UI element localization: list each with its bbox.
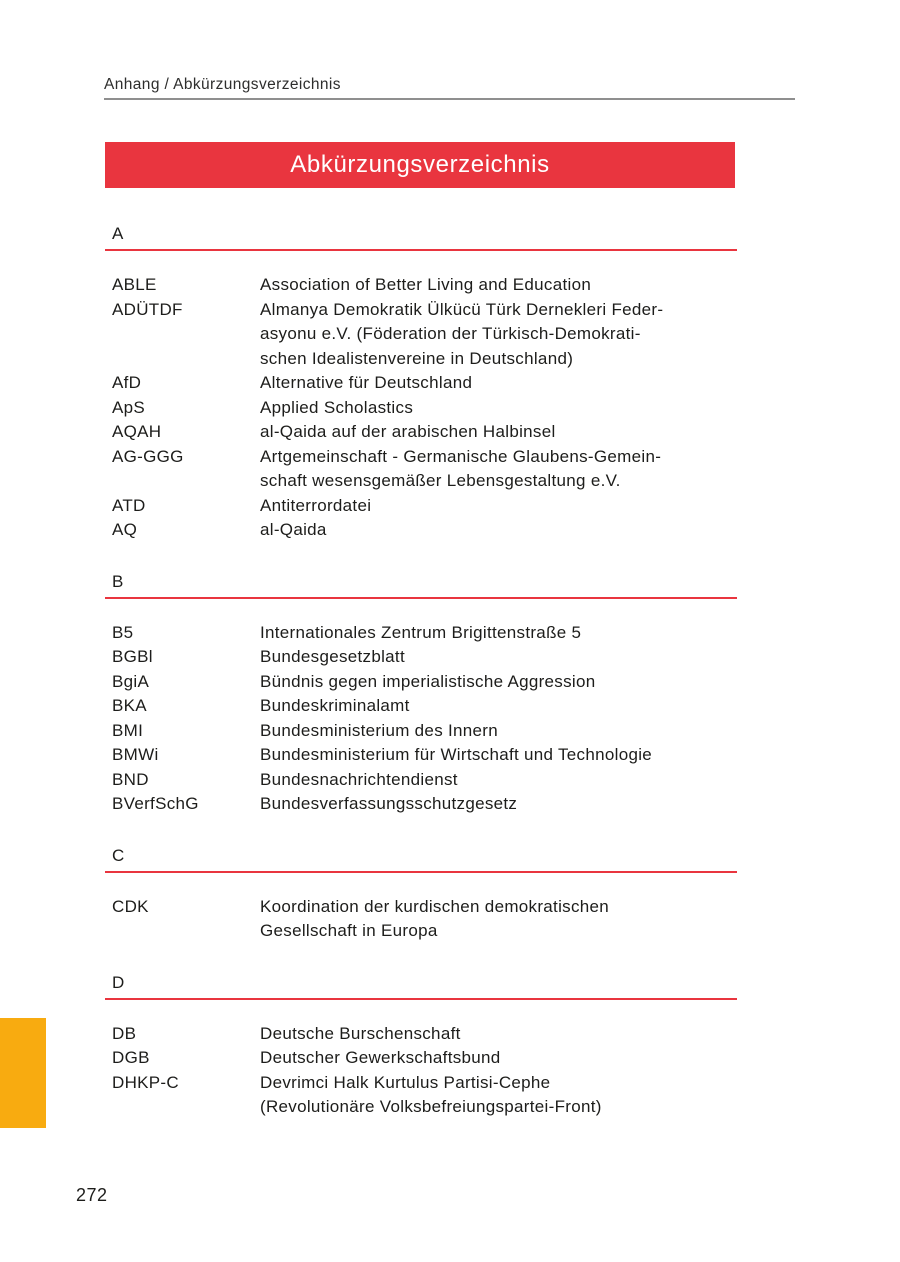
letter-section	[105, 222, 737, 543]
section-rule	[105, 871, 737, 873]
abbreviation: ABLE	[112, 275, 157, 294]
definition-line: Applied Scholastics	[260, 397, 414, 417]
abbreviation-row	[105, 743, 737, 768]
definition	[260, 743, 737, 768]
abbreviation: BMWi	[112, 745, 159, 764]
abbreviation: BGBl	[112, 647, 153, 666]
definition	[260, 298, 737, 372]
abbreviation-row	[105, 792, 737, 817]
definition	[260, 621, 737, 646]
abbreviation: BKA	[112, 696, 147, 715]
abbreviation-row	[105, 895, 737, 944]
definition-line: Devrimci Halk Kurtulus Partisi-Cephe	[260, 1072, 551, 1092]
abbreviation-row	[105, 298, 737, 372]
definition	[260, 371, 737, 396]
title-banner	[105, 142, 735, 188]
abbreviation-list	[105, 222, 737, 1147]
abbreviation-row	[105, 768, 737, 793]
abbreviation-row	[105, 694, 737, 719]
definition-line: schaft wesensgemäßer Lebensgestaltung e.V.	[260, 471, 621, 490]
definition-line: al-Qaida auf der arabischen Halbinsel	[260, 422, 556, 441]
abbreviation: AQAH	[112, 422, 162, 441]
definition-line: Bundesverfassungsschutzgesetz	[260, 794, 518, 813]
section-letter: C	[112, 845, 125, 865]
definition-line: Bundesministerium für Wirtschaft und Technologie	[260, 745, 653, 764]
abbreviation: ApS	[112, 397, 146, 417]
abbreviation: BMI	[112, 720, 144, 740]
abbreviation: ATD	[112, 495, 146, 515]
abbreviation-row	[105, 518, 737, 543]
definition	[260, 445, 737, 494]
abbreviation-row	[105, 645, 737, 670]
section-letter: A	[112, 224, 124, 243]
letter-section	[105, 844, 737, 944]
section-letter: B	[112, 571, 124, 591]
definition-line: Deutsche Burschenschaft	[260, 1023, 461, 1043]
abbreviation-row	[105, 396, 737, 421]
definition-line: Association of Better Living and Education	[260, 275, 592, 294]
definition	[260, 396, 737, 421]
definition-line: al-Qaida	[260, 520, 327, 539]
definition	[260, 420, 737, 445]
section-rule	[105, 998, 737, 1000]
abbreviation-row	[105, 494, 737, 519]
definition-line: Gesellschaft in Europa	[260, 921, 438, 940]
abbreviation: BND	[112, 769, 149, 789]
definition	[260, 670, 737, 695]
definition-line: Almanya Demokratik Ülkücü Türk Dernekleri Feder-	[260, 299, 664, 319]
section-rule	[105, 597, 737, 599]
definition	[260, 494, 737, 519]
abbreviation: B5	[112, 622, 134, 642]
header-rule	[104, 98, 795, 100]
definition	[260, 1046, 737, 1071]
definition	[260, 645, 737, 670]
definition-line: Bundesnachrichtendienst	[260, 769, 458, 789]
definition-line: (Revolutionäre Volksbefreiungspartei-Front)	[260, 1097, 602, 1116]
page-number: 272	[76, 1185, 108, 1205]
abbreviation-row	[105, 1071, 737, 1120]
abbreviation-row	[105, 1046, 737, 1071]
definition-line: Alternative für Deutschland	[260, 373, 473, 392]
abbreviation: CDK	[112, 896, 149, 916]
definition-line: Antiterrordatei	[260, 495, 372, 515]
definition-line: Bundesministerium des Innern	[260, 720, 499, 740]
definition-line: Deutscher Gewerkschaftsbund	[260, 1048, 501, 1067]
page-edge-tab	[0, 1018, 46, 1128]
section-letter: D	[112, 972, 125, 992]
abbreviation-row	[105, 371, 737, 396]
definition	[260, 1071, 737, 1120]
abbreviation: AQ	[112, 520, 138, 539]
definition-line: schen Idealistenvereine in Deutschland)	[260, 348, 574, 368]
definition-line: Artgemeinschaft - Germanische Glaubens-Gemein-	[260, 446, 662, 466]
definition	[260, 895, 737, 944]
definition	[260, 694, 737, 719]
definition-line: Koordination der kurdischen demokratischen	[260, 896, 610, 916]
abbreviation: AG-GGG	[112, 446, 184, 466]
abbreviation-row	[105, 273, 737, 298]
abbreviation: AfD	[112, 373, 142, 392]
abbreviation-row	[105, 719, 737, 744]
definition-line: asyonu e.V. (Föderation der Türkisch-Demokrati-	[260, 324, 641, 343]
abbreviation: DGB	[112, 1048, 150, 1067]
abbreviation-row	[105, 445, 737, 494]
definition-line: Internationales Zentrum Brigittenstraße 5	[260, 622, 582, 642]
abbreviation-row	[105, 420, 737, 445]
definition	[260, 792, 737, 817]
abbreviation: ADÜTDF	[112, 299, 183, 319]
definition-line: Bundesgesetzblatt	[260, 647, 405, 666]
breadcrumb: Anhang / Abkürzungsverzeichnis	[104, 76, 341, 93]
definition	[260, 273, 737, 298]
letter-section	[105, 971, 737, 1120]
abbreviation-row	[105, 621, 737, 646]
definition	[260, 518, 737, 543]
definition-line: Bündnis gegen imperialistische Aggression	[260, 671, 596, 691]
page-title: Abkürzungsverzeichnis	[290, 151, 550, 178]
abbreviation: DHKP-C	[112, 1072, 179, 1092]
definition	[260, 1022, 737, 1047]
definition-line: Bundeskriminalamt	[260, 696, 410, 715]
letter-section	[105, 570, 737, 817]
abbreviation-row	[105, 670, 737, 695]
abbreviation: BVerfSchG	[112, 794, 199, 813]
section-rule	[105, 249, 737, 251]
abbreviation: BgiA	[112, 671, 150, 691]
abbreviation-row	[105, 1022, 737, 1047]
definition	[260, 719, 737, 744]
definition	[260, 768, 737, 793]
abbreviation: DB	[112, 1023, 137, 1043]
